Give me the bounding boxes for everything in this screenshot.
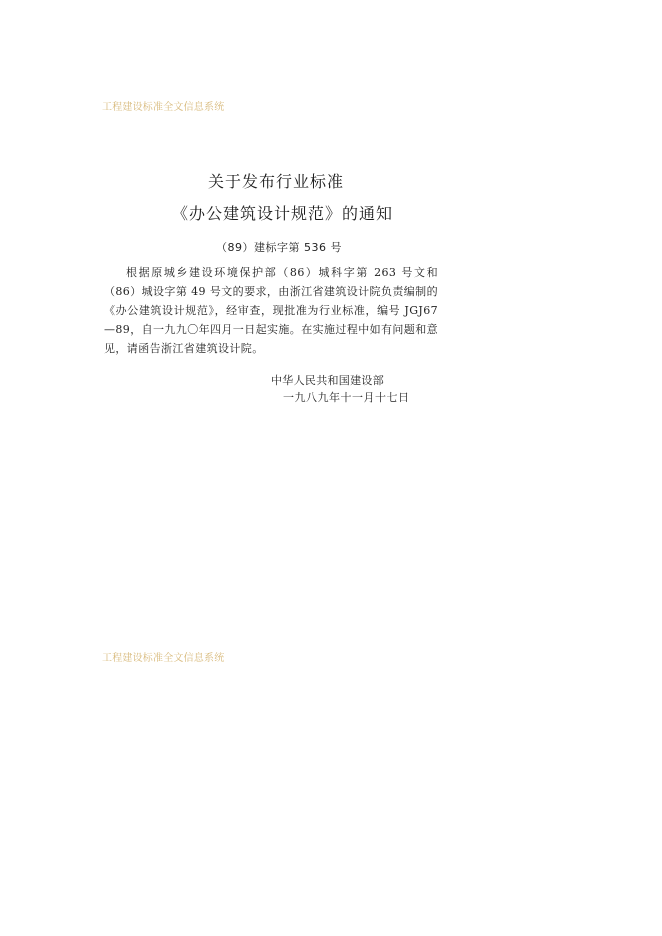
notice-title-line2: 《办公建筑设计规范》的通知 xyxy=(172,204,394,223)
watermark-bottom: 工程建设标准全文信息系统 xyxy=(102,653,225,664)
issue-date: 一九八九年十一月十七日 xyxy=(283,391,410,404)
notice-body: 根据原城乡建设环境保护部（86）城科字第 263 号文和（86）城设字第 49 号文的要求，由浙江省建筑设计院负责编制的《办公建筑设计规范》，经审查，现批准为行业标准，编号 JGJ67—89，自一九九〇年四月一日起实施。在实施过程中如有问题和意见，请函告浙江省建筑设计院。 xyxy=(104,266,438,355)
watermark-top: 工程建设标准全文信息系统 xyxy=(102,102,225,113)
document-number: （89）建标字第 536 号 xyxy=(216,241,342,254)
notice-title-line1: 关于发布行业标准 xyxy=(208,172,345,191)
issuing-authority: 中华人民共和国建设部 xyxy=(271,374,384,387)
